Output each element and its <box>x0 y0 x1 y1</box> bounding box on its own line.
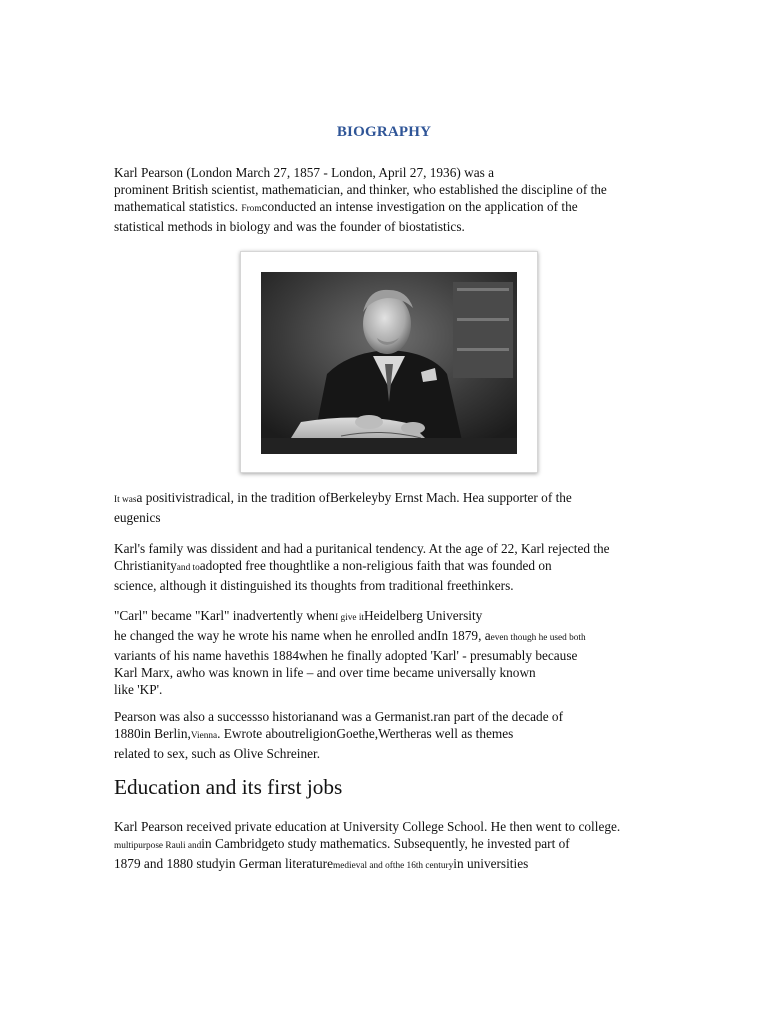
document-title: BIOGRAPHY <box>336 124 432 140</box>
text-line: Karl Pearson received private education at University College School. He then went to college. <box>114 819 621 834</box>
text-line: variants of his name havethis 1884when he finally adopted 'Karl' - presumably because <box>114 648 578 663</box>
text-line <box>114 607 674 627</box>
text-line <box>114 489 674 509</box>
text-run: conducted an intense investigation on the application of the <box>261 199 578 214</box>
text-run: a positivistradical, in the tradition ofBerkeleyby Ernst Mach. Hea supporter of the <box>136 490 572 505</box>
small-text-run: the 16th century <box>392 861 454 871</box>
text-line <box>114 855 674 875</box>
text-run: Heidelberg University <box>364 608 483 623</box>
text-run: adopted free thoughtlike a non-religious faith that was founded on <box>199 558 552 573</box>
small-text-run: medieval and of <box>332 861 393 871</box>
text-line: like 'KP'. <box>114 682 163 697</box>
text-run: "Carl" became "Karl" inadvertently when <box>114 608 336 623</box>
intro-paragraph <box>114 164 674 235</box>
text-line: Karl Marx, awho was known in life – and over time became universally known <box>114 665 536 680</box>
small-text-run: multipurpose Rauli and <box>114 841 202 851</box>
text-run: In 1879, a <box>437 628 491 643</box>
portrait-image <box>241 252 537 472</box>
text-run: 1879 and 1880 studyin German literature <box>114 856 333 871</box>
text-run: Christianity <box>114 558 177 573</box>
text-run: in Cambridgeto study mathematics. Subsequently, he invested part of <box>201 836 570 851</box>
section-heading: Education and its first jobs <box>114 775 343 799</box>
text-line: science, although it distinguished its thoughts from traditional freethinkers. <box>114 578 514 593</box>
small-text-run: even though he used both <box>490 633 586 643</box>
small-text-run: I give it <box>335 613 365 623</box>
text-line: eugenics <box>114 510 161 525</box>
text-run: in universities <box>453 856 529 871</box>
paragraph-6 <box>114 818 674 875</box>
paragraph-3 <box>114 540 674 594</box>
text-run: . Ewrote aboutreligionGoethe,Wertheras well as themes <box>217 726 514 741</box>
text-line <box>114 835 674 855</box>
small-text-run: From <box>241 204 262 214</box>
small-text-run: It was <box>114 495 137 505</box>
text-line: statistical methods in biology and was the founder of biostatistics. <box>114 219 465 234</box>
text-line: Karl Pearson (London March 27, 1857 - London, April 27, 1936) was a <box>114 165 494 180</box>
text-run: mathematical statistics. <box>114 199 239 214</box>
small-text-run: and to <box>176 563 200 573</box>
text-line: related to sex, such as Olive Schreiner. <box>114 746 321 761</box>
paragraph-2 <box>114 489 674 526</box>
text-run: 1880in Berlin, <box>114 726 191 741</box>
portrait-photo <box>240 251 538 473</box>
small-text-run: Vienna <box>190 731 218 741</box>
text-run: he changed the way he wrote his name when he enrolled and <box>114 628 438 643</box>
paragraph-5 <box>114 708 674 762</box>
text-line: Pearson was also a successso historianand was a Germanist.ran part of the decade of <box>114 709 563 724</box>
text-line: prominent British scientist, mathematician, and thinker, who established the discipline of the <box>114 182 607 197</box>
text-line <box>114 627 674 647</box>
text-line <box>114 557 674 577</box>
text-line <box>114 198 674 218</box>
text-line: Karl's family was dissident and had a puritanical tendency. At the age of 22, Karl rejected the <box>114 541 610 556</box>
text-line <box>114 725 674 745</box>
paragraph-4 <box>114 607 674 698</box>
